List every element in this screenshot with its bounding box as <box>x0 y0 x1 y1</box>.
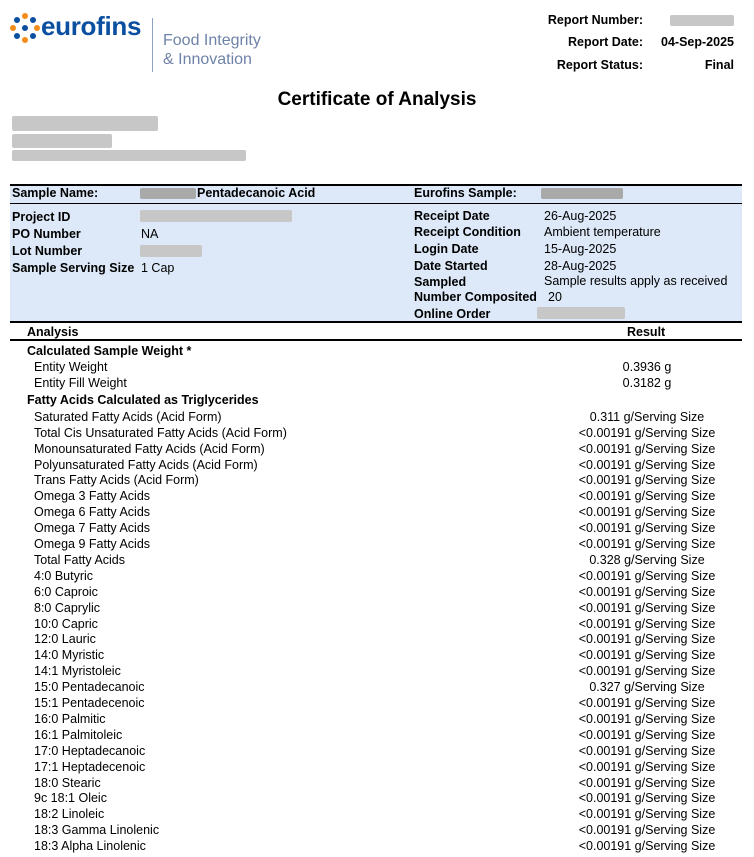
login-date-value: 15-Aug-2025 <box>544 242 617 256</box>
analysis-name: Omega 6 Fatty Acids <box>34 505 151 519</box>
sample-name-redacted <box>140 188 196 199</box>
report-number-label: Report Number: <box>547 13 643 27</box>
sample-name-label: Sample Name: <box>12 186 99 200</box>
analysis-result: <0.00191 g/Serving Size <box>578 458 716 472</box>
analysis-name: 10:0 Capric <box>34 617 98 631</box>
analysis-result: <0.00191 g/Serving Size <box>578 760 716 774</box>
project-id-label: Project ID <box>12 210 71 224</box>
online-order-label: Online Order <box>414 307 491 321</box>
analysis-name: 6:0 Caproic <box>34 585 98 599</box>
report-status-label: Report Status: <box>556 58 643 72</box>
analysis-result: 0.3182 g <box>622 376 672 390</box>
analysis-result: <0.00191 g/Serving Size <box>578 585 716 599</box>
report-status-value: Final <box>704 58 734 72</box>
analysis-name: 16:1 Palmitoleic <box>34 728 123 742</box>
analysis-result: <0.00191 g/Serving Size <box>578 696 716 710</box>
analysis-result: 0.311 g/Serving Size <box>589 410 705 424</box>
analysis-name: 17:0 Heptadecanoic <box>34 744 146 758</box>
eurofins-sample-label: Eurofins Sample: <box>414 186 517 200</box>
sample-info-panel <box>10 184 742 323</box>
analysis-result: <0.00191 g/Serving Size <box>578 744 716 758</box>
report-date-value: 04-Sep-2025 <box>661 35 734 49</box>
number-composited-label: Number Composited <box>414 290 537 304</box>
analysis-name: Omega 7 Fatty Acids <box>34 521 151 535</box>
section-heading: Fatty Acids Calculated as Triglycerides <box>27 393 259 407</box>
analysis-name: Polyunsaturated Fatty Acids (Acid Form) <box>34 458 258 472</box>
project-id-redacted <box>140 210 292 222</box>
analysis-name: 9c 18:1 Oleic <box>34 791 107 805</box>
analysis-name: Trans Fatty Acids (Acid Form) <box>34 473 199 487</box>
analysis-result: <0.00191 g/Serving Size <box>578 648 716 662</box>
analysis-name: 15:1 Pentadecenoic <box>34 696 145 710</box>
date-started-label: Date Started <box>414 259 488 273</box>
report-number-redacted <box>670 15 734 26</box>
report-date-label: Report Date: <box>567 35 643 49</box>
login-date-label: Login Date <box>414 242 479 256</box>
analysis-result: <0.00191 g/Serving Size <box>578 776 716 790</box>
analysis-result: 0.3936 g <box>622 360 672 374</box>
analysis-result: <0.00191 g/Serving Size <box>578 712 716 726</box>
analysis-result: <0.00191 g/Serving Size <box>578 664 716 678</box>
eurofins-sample-redacted <box>541 188 623 199</box>
analysis-result: <0.00191 g/Serving Size <box>578 489 716 503</box>
analysis-name: 18:0 Stearic <box>34 776 101 790</box>
tagline-line1: Food Integrity <box>163 32 261 49</box>
analysis-result: <0.00191 g/Serving Size <box>578 728 716 742</box>
page-title: Certificate of Analysis <box>277 89 477 110</box>
analysis-name: Omega 9 Fatty Acids <box>34 537 151 551</box>
receipt-date-value: 26-Aug-2025 <box>544 209 617 223</box>
analysis-result: <0.00191 g/Serving Size <box>578 521 716 535</box>
lot-number-label: Lot Number <box>12 244 83 258</box>
analysis-result: <0.00191 g/Serving Size <box>578 632 716 646</box>
report-meta <box>0 0 754 80</box>
analysis-result: <0.00191 g/Serving Size <box>578 537 716 551</box>
analysis-name: 12:0 Lauric <box>34 632 96 646</box>
section-heading: Calculated Sample Weight * <box>27 344 192 358</box>
analysis-name: 18:2 Linoleic <box>34 807 105 821</box>
sampled-value: Sample results apply as received <box>544 274 728 288</box>
analysis-result: <0.00191 g/Serving Size <box>578 473 716 487</box>
analysis-name: 17:1 Heptadecenoic <box>34 760 146 774</box>
analysis-name: 16:0 Palmitic <box>34 712 106 726</box>
sample-name-value: Pentadecanoic Acid <box>197 186 316 200</box>
analysis-table-header <box>10 325 742 341</box>
analysis-name: 18:3 Alpha Linolenic <box>34 839 146 853</box>
analysis-name: Entity Weight <box>34 360 108 374</box>
analysis-result: <0.00191 g/Serving Size <box>578 791 716 805</box>
analysis-result: <0.00191 g/Serving Size <box>578 617 716 631</box>
po-number-label: PO Number <box>12 227 81 241</box>
receipt-date-label: Receipt Date <box>414 209 490 223</box>
analysis-name: 4:0 Butyric <box>34 569 94 583</box>
col-result-header: Result <box>627 325 666 339</box>
analysis-result: <0.00191 g/Serving Size <box>578 839 716 853</box>
brand-name: eurofins <box>41 11 142 41</box>
analysis-name: Omega 3 Fatty Acids <box>34 489 151 503</box>
lot-number-redacted <box>140 245 202 257</box>
analysis-name: 14:1 Myristoleic <box>34 664 121 678</box>
receipt-condition-value: Ambient temperature <box>544 225 661 239</box>
analysis-name: 18:3 Gamma Linolenic <box>34 823 160 837</box>
analysis-name: Saturated Fatty Acids (Acid Form) <box>34 410 222 424</box>
analysis-name: Total Fatty Acids <box>34 553 126 567</box>
serving-size-label: Sample Serving Size <box>12 261 135 275</box>
col-analysis-header: Analysis <box>27 325 79 339</box>
analysis-name: 14:0 Myristic <box>34 648 105 662</box>
tagline-line2: & Innovation <box>163 51 252 68</box>
analysis-result: <0.00191 g/Serving Size <box>578 807 716 821</box>
analysis-result: <0.00191 g/Serving Size <box>578 426 716 440</box>
analysis-result: <0.00191 g/Serving Size <box>578 823 716 837</box>
sampled-label: Sampled <box>414 275 467 289</box>
receipt-condition-label: Receipt Condition <box>414 225 521 239</box>
analysis-result: 0.328 g/Serving Size <box>589 553 705 567</box>
analysis-name: Entity Fill Weight <box>34 376 127 390</box>
analysis-result: 0.327 g/Serving Size <box>589 680 705 694</box>
analysis-result: <0.00191 g/Serving Size <box>578 569 716 583</box>
analysis-result: <0.00191 g/Serving Size <box>578 601 716 615</box>
serving-size-value: 1 Cap <box>141 261 175 275</box>
analysis-name: Total Cis Unsaturated Fatty Acids (Acid Form) <box>34 426 287 440</box>
date-started-value: 28-Aug-2025 <box>544 259 617 273</box>
analysis-name: Monounsaturated Fatty Acids (Acid Form) <box>34 442 265 456</box>
analysis-name: 8:0 Caprylic <box>34 601 100 615</box>
analysis-result: <0.00191 g/Serving Size <box>578 505 716 519</box>
po-number-value: NA <box>141 227 159 241</box>
analysis-result: <0.00191 g/Serving Size <box>578 442 716 456</box>
analysis-name: 15:0 Pentadecanoic <box>34 680 145 694</box>
online-order-redacted <box>537 307 625 319</box>
number-composited-value: 20 <box>548 290 562 304</box>
